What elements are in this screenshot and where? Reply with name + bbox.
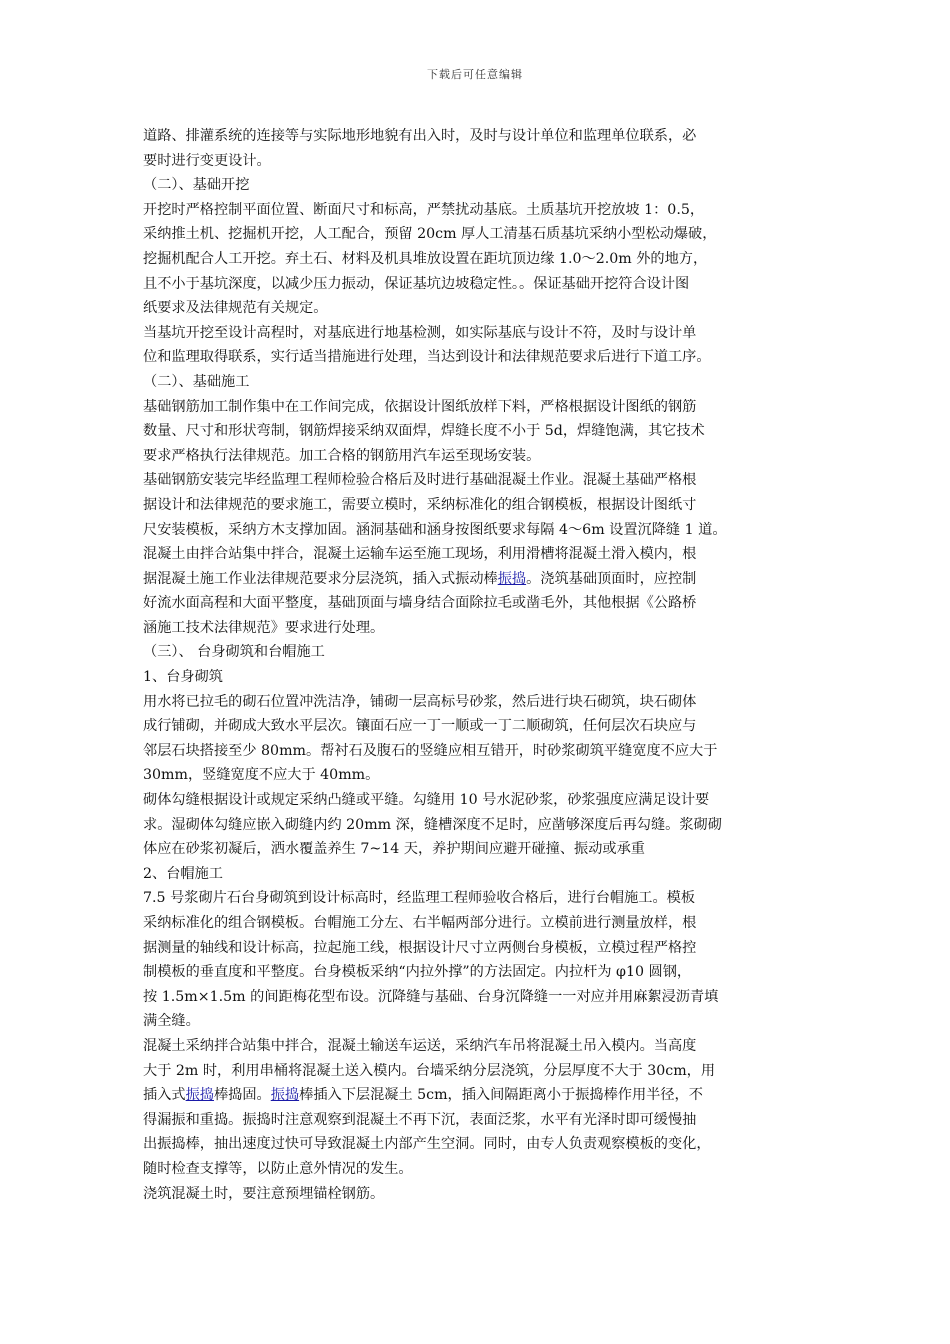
text-line — [143, 886, 808, 911]
text-line — [143, 1083, 808, 1108]
text-line — [143, 370, 808, 395]
text-line — [143, 345, 808, 370]
text-line — [143, 1059, 808, 1084]
text-segment: 且不小于基坑深度，以减少压力振动，保证基坑边坡稳定性。。保证基础开挖符合设计图 — [143, 275, 690, 292]
text-segment: 2、台帽施工 — [143, 865, 223, 882]
page-header: 下载后可任意编辑 — [427, 68, 523, 81]
text-line — [143, 173, 808, 198]
text-line — [143, 837, 808, 862]
text-line — [143, 960, 808, 985]
text-line — [143, 321, 808, 346]
text-line — [143, 247, 808, 272]
text-segment: 要求严格执行法律规范。加工合格的钢筋用汽车运至现场安装。 — [143, 447, 541, 464]
text-line — [143, 1108, 808, 1133]
text-segment: 好流水面高程和大面平整度，基础顶面与墙身结合面除拉毛或凿毛外，其他根据《公路桥 — [143, 595, 697, 612]
text-line — [143, 493, 808, 518]
text-segment: 1、台身砌筑 — [143, 669, 223, 686]
text-segment: 插入式 — [143, 1087, 186, 1104]
text-segment: （三）、 台身砌筑和台帽施工 — [143, 644, 325, 661]
text-segment: 据测量的轴线和设计标高，拉起施工线，根据设计尺寸立两侧台身模板，立模过程严格控 — [143, 939, 697, 956]
text-line — [143, 124, 808, 149]
text-line — [143, 640, 808, 665]
text-line — [143, 1132, 808, 1157]
text-segment: 混凝土采纳拌合站集中拌合，混凝土输送车运送，采纳汽车吊将混凝土吊入模内。当高度 — [143, 1037, 697, 1054]
text-segment: 开挖时严格控制平面位置、断面尺寸和标高，严禁扰动基底。土质基坑开挖放坡 1：0.5， — [143, 201, 705, 218]
text-line — [143, 665, 808, 690]
text-segment: 挖掘机配合人工开挖。弃土石、材料及机具堆放设置在距坑顶边缘 1.0～2.0m 外的地方， — [143, 250, 708, 267]
text-line — [143, 542, 808, 567]
text-segment: 30mm，竖缝宽度不应大于 40mm。 — [143, 767, 380, 784]
text-line — [143, 468, 808, 493]
text-line — [143, 419, 808, 444]
text-segment: 基础钢筋加工制作集中在工作间完成，依据设计图纸放样下料，严格根据设计图纸的钢筋 — [143, 398, 697, 415]
text-line — [143, 1157, 808, 1182]
text-segment: 。浇筑基础顶面时，应控制 — [526, 570, 697, 587]
text-segment: （二）、基础开挖 — [143, 177, 250, 194]
text-segment: 纸要求及法律规范有关规定。 — [143, 300, 328, 317]
hyperlink[interactable]: 振捣 — [185, 1087, 214, 1104]
text-line — [143, 739, 808, 764]
text-line — [143, 296, 808, 321]
text-segment: 制模板的垂直度和平整度。台身模板采纳“内拉外撑”的方法固定。内拉杆为 φ10 圆钢， — [143, 964, 692, 981]
text-segment: 大于 2m 时，利用串桶将混凝土送入模内。台墙采纳分层浇筑，分层厚度不大于 30cm，用 — [143, 1062, 716, 1079]
text-segment: 据混凝土施工作业法律规范要求分层浇筑，插入式振动棒 — [143, 570, 498, 587]
text-line — [143, 714, 808, 739]
text-segment: 数量、尺寸和形状弯制，钢筋焊接采纳双面焊，焊缝长度不小于 5d，焊缝饱满，其它技术 — [143, 423, 705, 440]
text-segment: 邻层石块搭接至少 80mm。帮衬石及腹石的竖缝应相互错开，时砂浆砌筑平缝宽度不应大于 — [143, 742, 718, 759]
text-line — [143, 1182, 808, 1207]
text-segment: 随时检查支撑等，以防止意外情况的发生。 — [143, 1160, 413, 1177]
text-segment: 砌体勾缝根据设计或规定采纳凸缝或平缝。勾缝用 10 号水泥砂浆，砂浆强度应满足设计要 — [143, 792, 710, 809]
text-segment: 位和监理取得联系，实行适当措施进行处理，当达到设计和法律规范要求后进行下道工序。 — [143, 349, 711, 366]
text-segment: 尺安装模板，采纳方木支撑加固。涵洞基础和涵身按图纸要求每隔 4～6m 设置沉降缝 1 道。 — [143, 521, 727, 538]
text-segment: 棒插入下层混凝土 5cm，插入间隔距离小于振捣棒作用半径，不 — [299, 1087, 703, 1104]
text-segment: 棒捣固。 — [213, 1087, 271, 1104]
hyperlink[interactable]: 振捣 — [270, 1087, 300, 1104]
text-line — [143, 911, 808, 936]
text-line — [143, 222, 808, 247]
text-line — [143, 591, 808, 616]
text-segment: （二）、基础施工 — [143, 373, 250, 390]
text-line — [143, 149, 808, 174]
text-segment: 求。湿砌体勾缝应嵌入砌缝内约 20mm 深，缝槽深度不足时，应凿够深度后再勾缝。浆砌砌 — [143, 816, 722, 833]
text-segment: 当基坑开挖至设计高程时，对基底进行地基检测，如实际基底与设计不符，及时与设计单 — [143, 324, 697, 341]
text-line — [143, 616, 808, 641]
text-line — [143, 567, 808, 592]
text-segment: 道路、排灌系统的连接等与实际地形地貌有出入时，及时与设计单位和监理单位联系，必 — [143, 128, 697, 144]
text-segment: 出振捣棒，抽出速度过快可导致混凝土内部产生空洞。同时，由专人负责观察模板的变化， — [143, 1136, 711, 1153]
text-line — [143, 1034, 808, 1059]
text-segment: 体应在砂浆初凝后，洒水覆盖养生 7~14 天，养护期间应避开碰撞、振动或承重 — [143, 841, 645, 858]
text-segment: 用水将已拉毛的砌石位置冲洗洁净，铺砌一层高标号砂浆，然后进行块石砌筑，块石砌体 — [143, 693, 697, 710]
text-line — [143, 813, 808, 838]
text-segment: 得漏振和重捣。振捣时注意观察到混凝土不再下沉，表面泛浆，水平有光泽时即可缓慢抽 — [143, 1111, 697, 1128]
text-line — [143, 862, 808, 887]
text-segment: 按 1.5m×1.5m 的间距梅花型布设。沉降缝与基础、台身沉降缝一一对应并用麻絮浸沥青填 — [143, 988, 719, 1005]
text-line — [143, 763, 808, 788]
text-line — [143, 936, 808, 961]
text-segment: 成行铺砌，并砌成大致水平层次。镶面石应一丁一顺或一丁二顺砌筑，任何层次石块应与 — [143, 718, 697, 735]
text-segment: 混凝土由拌合站集中拌合，混凝土运输车运至施工现场，利用滑槽将混凝土滑入模内，根 — [143, 546, 697, 563]
document-body — [143, 124, 808, 1206]
text-line — [143, 690, 808, 715]
text-segment: 采纳推土机、挖掘机开挖，人工配合，预留 20cm 厚人工清基石质基坑采纳小型松动爆破， — [143, 226, 717, 243]
text-segment: 采纳标准化的组合钢模板。台帽施工分左、右半幅两部分进行。立模前进行测量放样，根 — [143, 915, 697, 931]
text-line — [143, 1009, 808, 1034]
text-segment: 涵施工技术法律规范》要求进行处理。 — [143, 619, 385, 636]
text-segment: 基础钢筋安装完毕经监理工程师检验合格后及时进行基础混凝土作业。混凝土基础严格根 — [143, 472, 697, 489]
text-line — [143, 272, 808, 297]
text-line — [143, 788, 808, 813]
text-segment: 据设计和法律规范的要求施工，需要立模时，采纳标准化的组合钢模板，根据设计图纸寸 — [143, 496, 697, 513]
text-line — [143, 518, 808, 543]
text-segment: 要时进行变更设计。 — [143, 152, 271, 169]
hyperlink[interactable]: 振捣 — [497, 570, 527, 587]
text-segment: 浇筑混凝土时，要注意预埋锚栓钢筋。 — [143, 1185, 385, 1202]
text-line — [143, 444, 808, 469]
text-line — [143, 985, 808, 1010]
text-segment: 满全缝。 — [143, 1013, 200, 1030]
text-line — [143, 198, 808, 223]
text-line — [143, 395, 808, 420]
text-segment: 7.5 号浆砌片石台身砌筑到设计标高时，经监理工程师验收合格后，进行台帽施工。模板 — [143, 890, 696, 907]
